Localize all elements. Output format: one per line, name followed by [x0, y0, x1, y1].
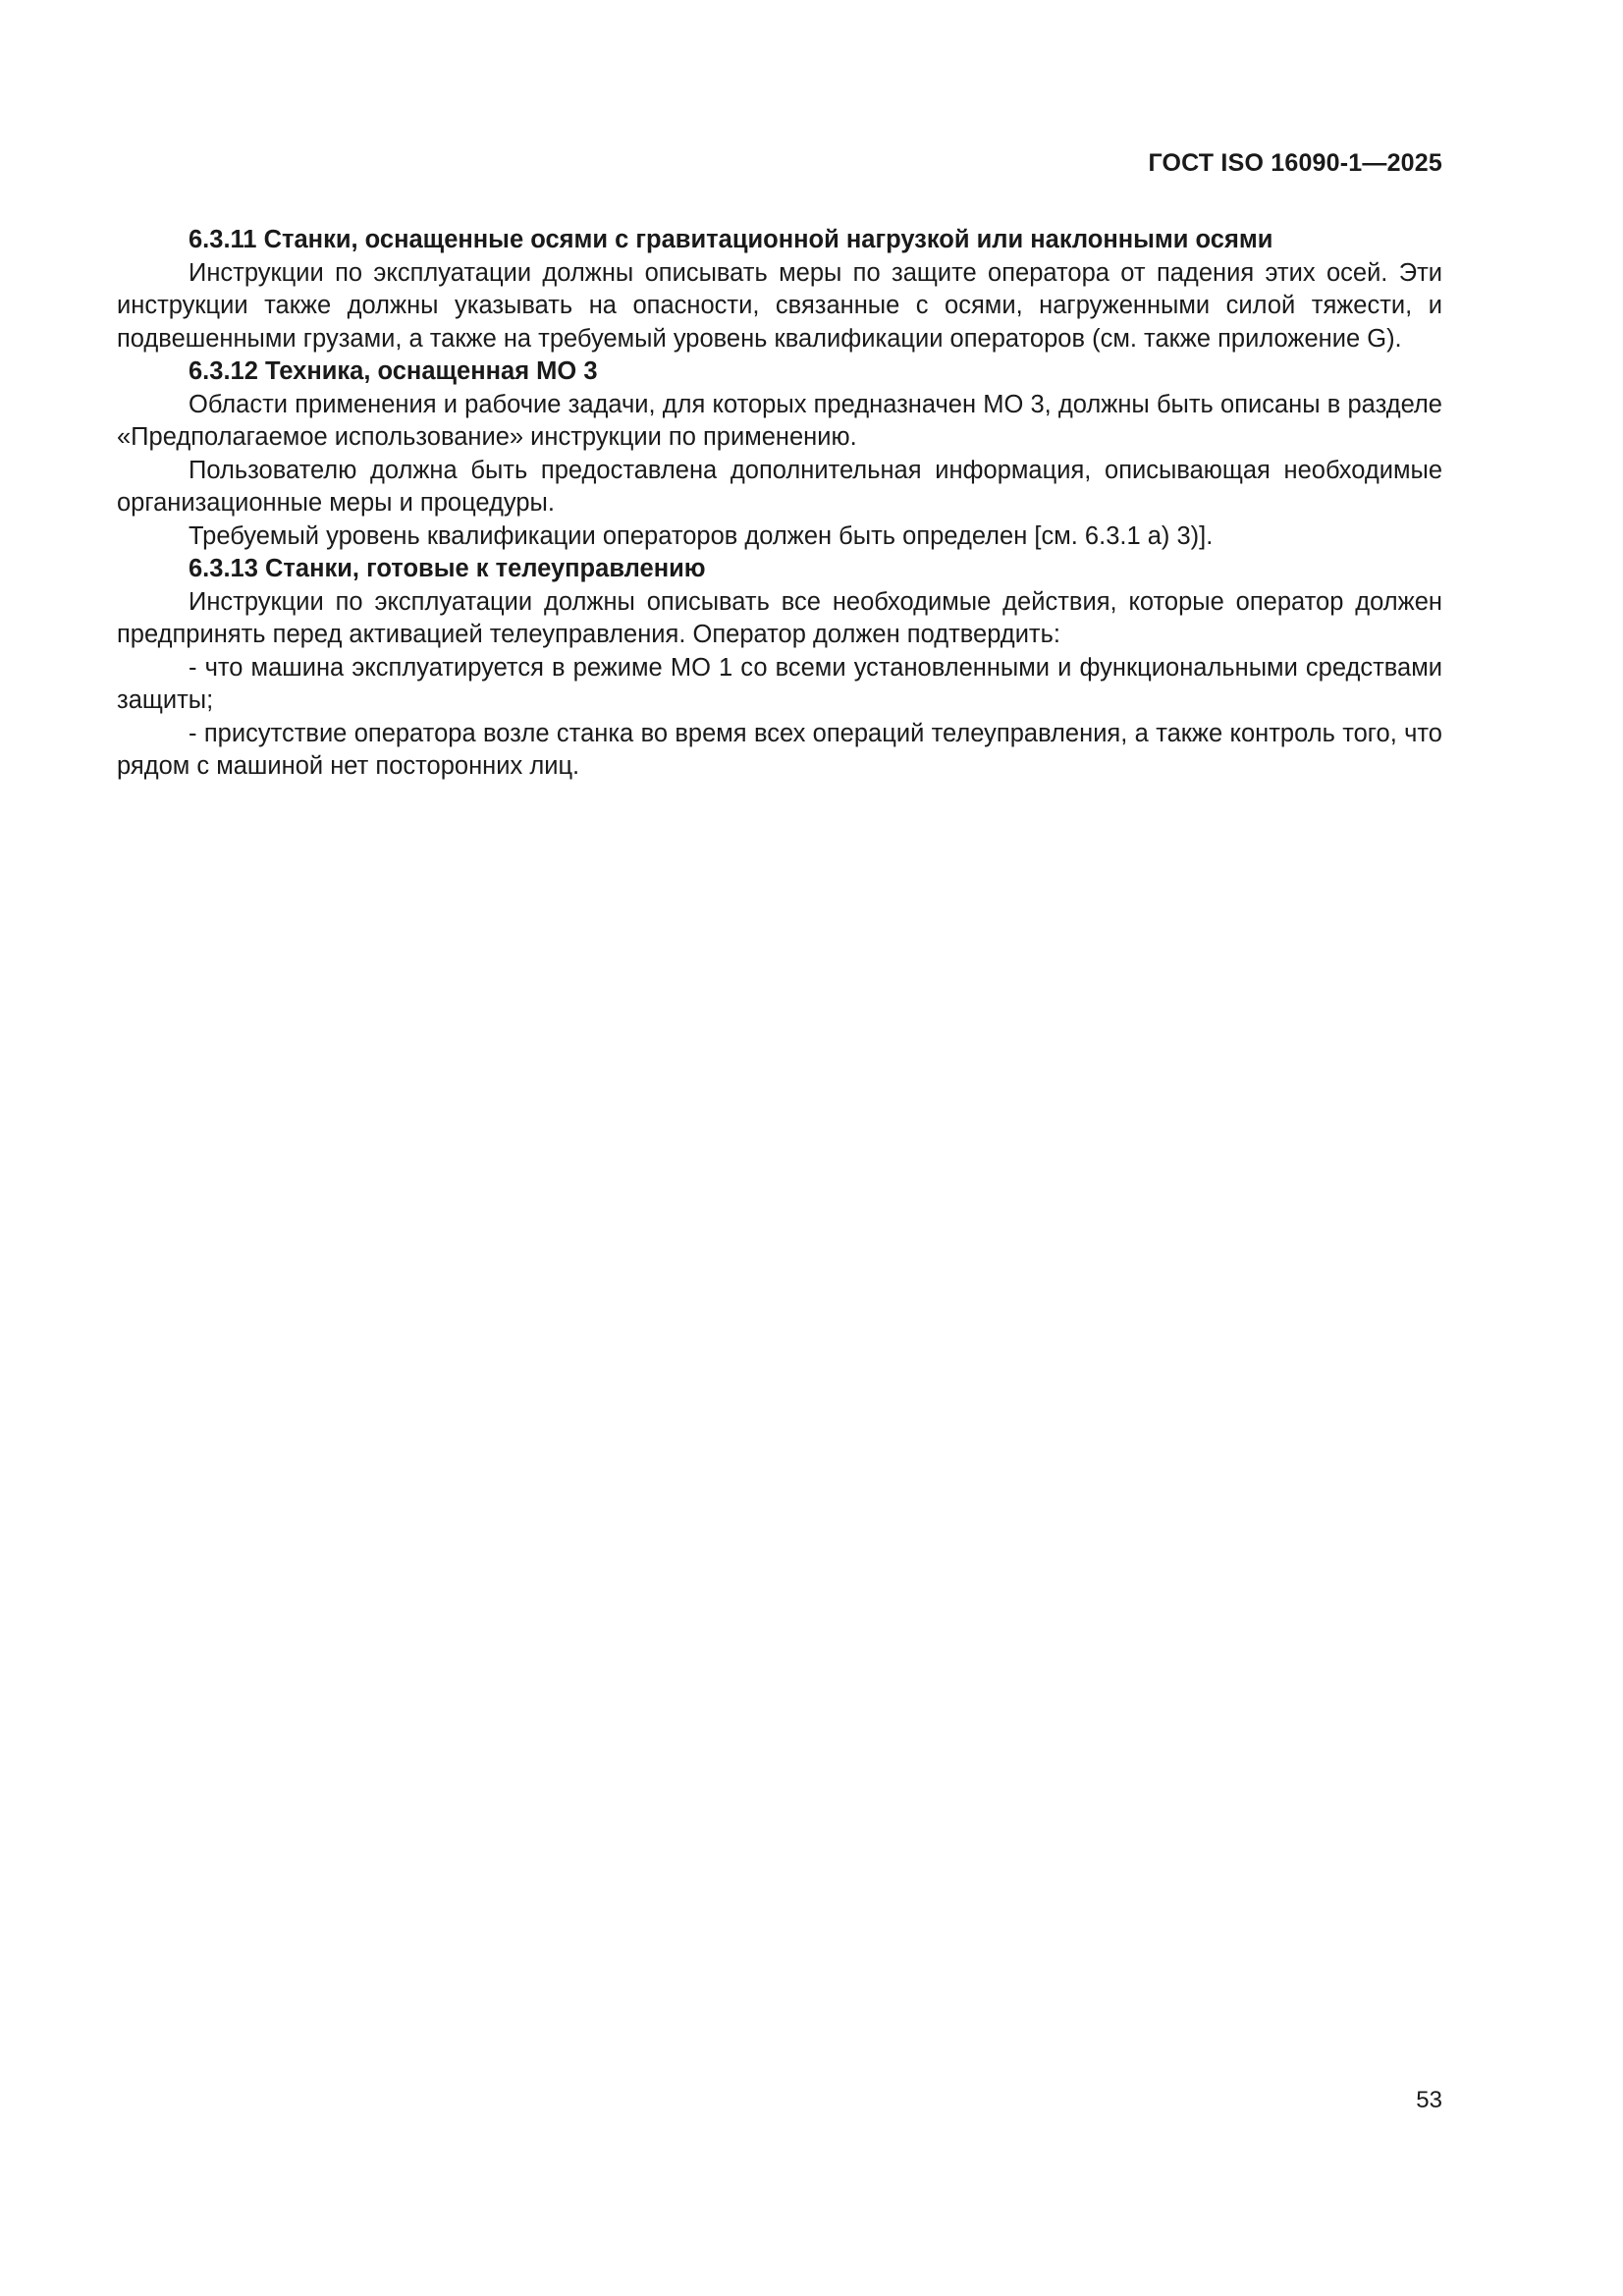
paragraph: Требуемый уровень квалификации операторов должен быть определен [см. 6.3.1 а) 3)]. [189, 521, 1214, 550]
page-number: 53 [1416, 2087, 1442, 2113]
section-heading-6-3-13: 6.3.13 Станки, готовые к телеуправлению [189, 555, 706, 582]
paragraph: Инструкции по эксплуатации должны описывать меры по защите оператора от падения этих осей. Эти инструкции также должны указывать на опасности, связанные с осями, нагруженными силой тяжести, и подвешенными грузами, а также на требуемый уровень квалификации операторов (см. также приложение G). [117, 258, 1442, 353]
section-heading-6-3-12: 6.3.12 Техника, оснащенная МО 3 [189, 357, 598, 385]
document-body [117, 224, 1442, 784]
document-header: ГОСТ ISO 16090-1—2025 [1148, 149, 1442, 177]
list-item: - присутствие оператора возле станка во время всех операций телеуправления, а также контроль того, что рядом с машиной нет посторонних лиц. [117, 719, 1442, 780]
paragraph: Пользователю должна быть предоставлена дополнительная информация, описывающая необходимые организационные меры и процедуры. [117, 456, 1442, 517]
paragraph: Инструкции по эксплуатации должны описывать все необходимые действия, которые оператор должен предпринять перед активацией телеуправления. Оператор должен подтвердить: [117, 587, 1442, 648]
section-heading-6-3-11: 6.3.11 Станки, оснащенные осями с гравитационной нагрузкой или наклонными осями [189, 226, 1273, 253]
list-item: - что машина эксплуатируется в режиме МО 1 со всеми установленными и функциональными средствами защиты; [117, 653, 1442, 714]
paragraph: Области применения и рабочие задачи, для которых предназначен МО 3, должны быть описаны в разделе «Предполагаемое использование» инструкции по применению. [117, 390, 1442, 451]
